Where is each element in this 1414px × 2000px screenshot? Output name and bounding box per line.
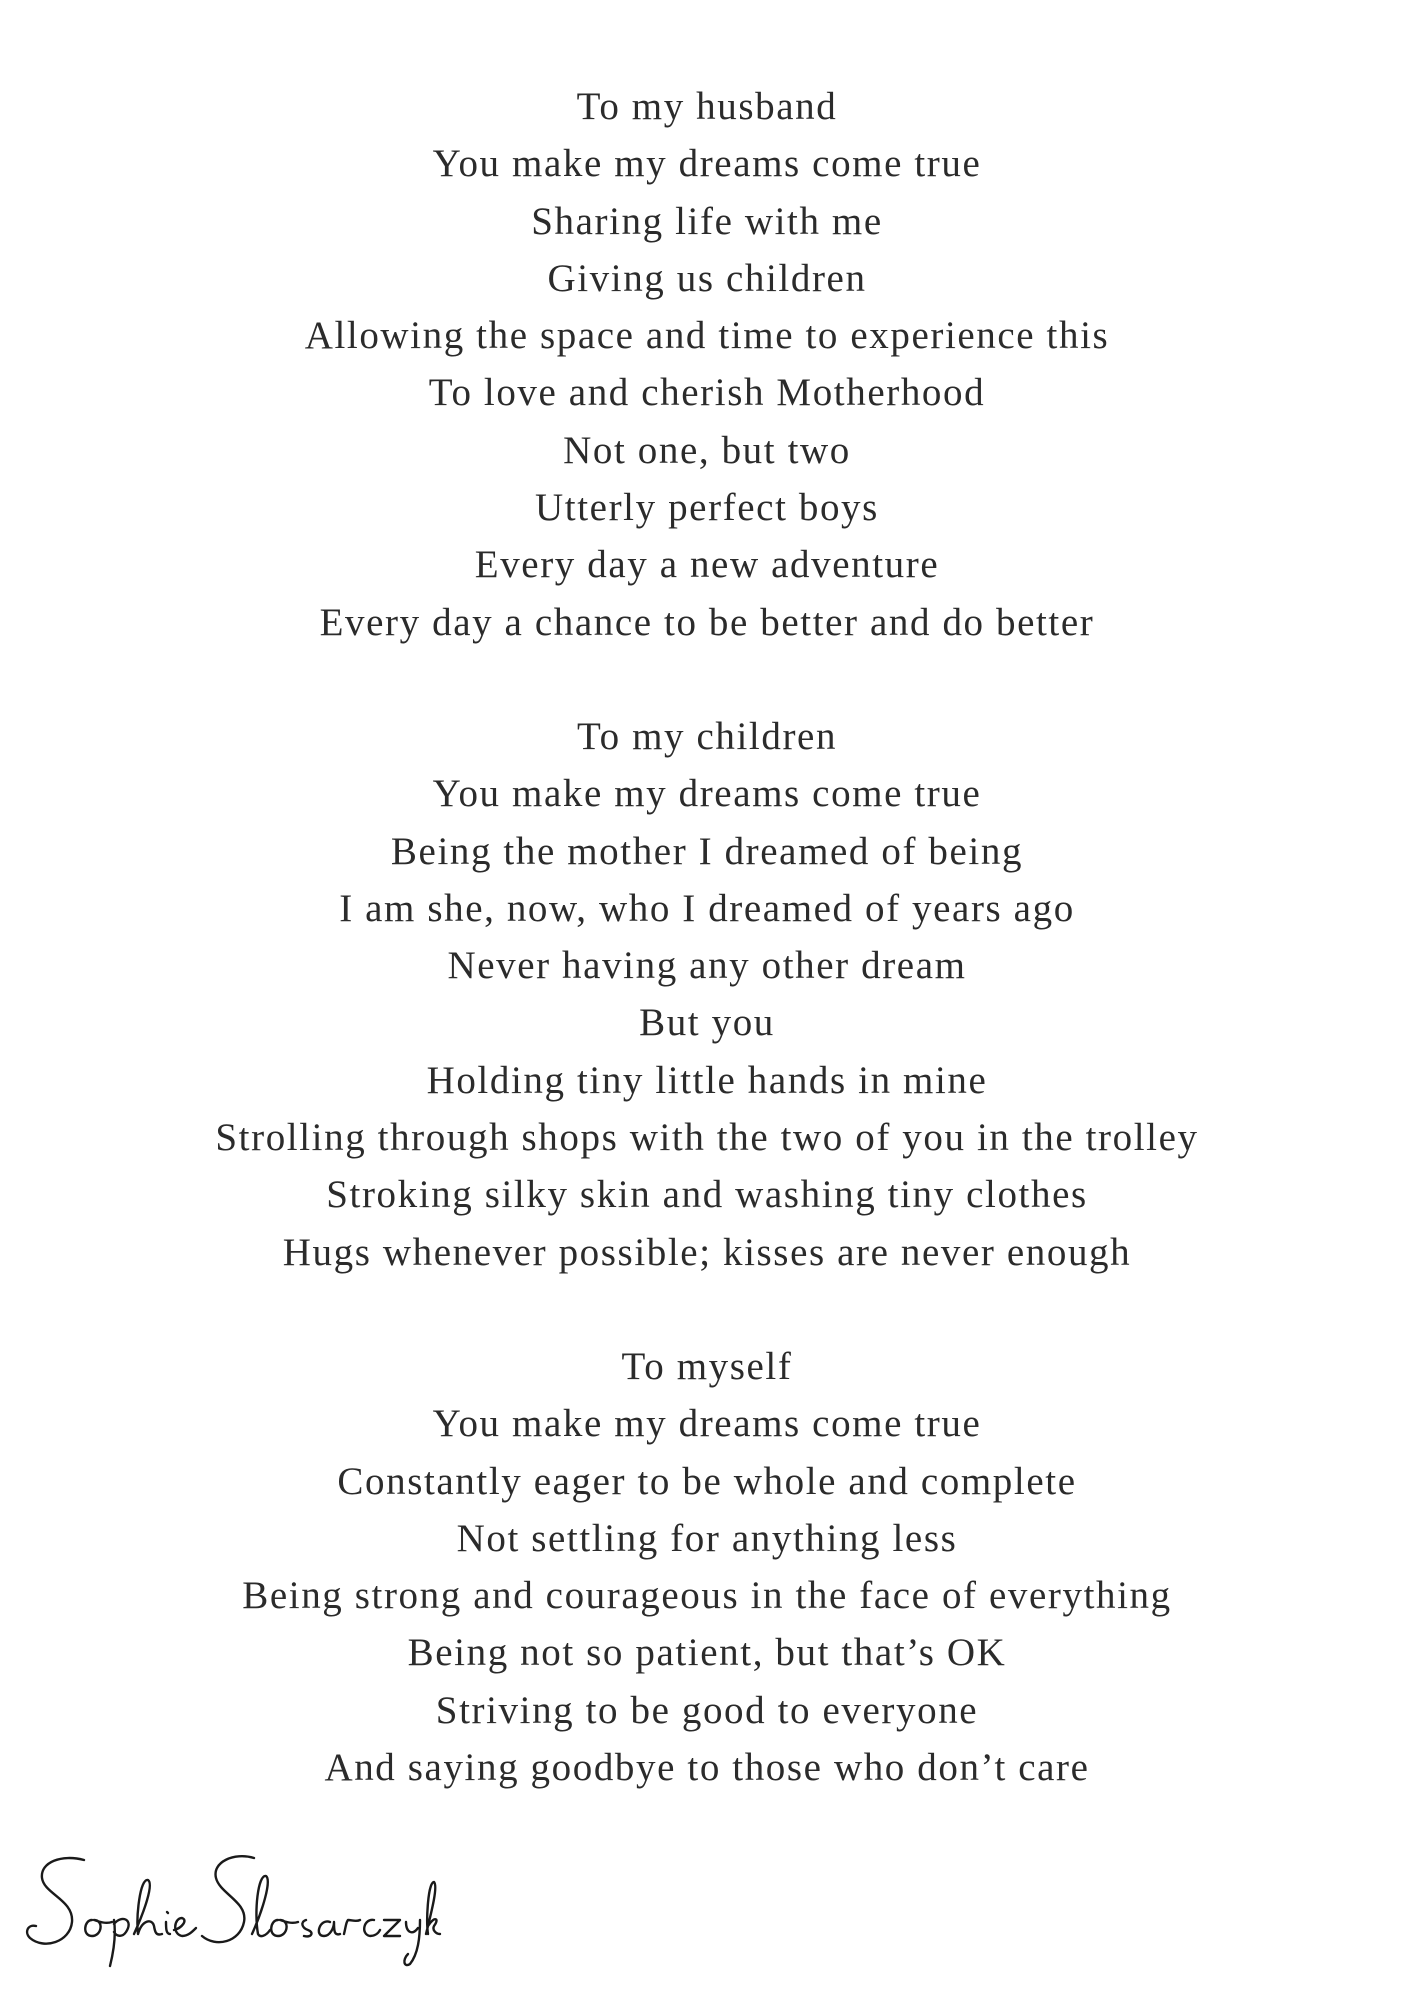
poem-line: You make my dreams come true: [432, 142, 982, 186]
poem-line: Hugs whenever possible; kisses are never enough: [282, 1230, 1132, 1274]
poem-line: To love and cherish Motherhood: [428, 371, 986, 415]
poem-line: To myself: [621, 1344, 793, 1388]
poem: [0, 78, 1414, 1853]
poem-line: Giving us children: [547, 256, 867, 300]
poem-line: You make my dreams come true: [432, 1402, 982, 1446]
poem-line: Striving to be good to everyone: [435, 1688, 979, 1732]
poem-line: But you: [639, 1001, 775, 1045]
poem-line: Never having any other dream: [447, 944, 967, 988]
poem-line: Every day a chance to be better and do better: [319, 600, 1095, 644]
poem-line: Being the mother I dreamed of being: [390, 829, 1024, 873]
stanza-myself: [0, 1338, 1414, 1796]
poem-line: Not settling for anything less: [456, 1516, 958, 1560]
poem-line: You make my dreams come true: [432, 772, 982, 816]
poem-line: Stroking silky skin and washing tiny clothes: [326, 1173, 1088, 1217]
poem-line: Not one, but two: [563, 428, 851, 472]
poem-line: Holding tiny little hands in mine: [426, 1058, 988, 1102]
poem-line: Constantly eager to be whole and complete: [337, 1459, 1077, 1503]
poem-line: Being strong and courageous in the face of everything: [242, 1574, 1172, 1618]
poem-line: Utterly perfect boys: [535, 486, 879, 530]
poem-line: Every day a new adventure: [474, 543, 940, 587]
author-signature: [22, 1850, 442, 1970]
poem-line: Strolling through shops with the two of you in the trolley: [215, 1116, 1199, 1160]
poem-line: And saying goodbye to those who don’t care: [324, 1746, 1090, 1790]
poem-line: Being not so patient, but that’s OK: [407, 1631, 1007, 1675]
poem-line: To my children: [576, 714, 838, 758]
poem-line: To my husband: [576, 85, 838, 128]
signature-scribble: [22, 1850, 442, 1970]
stanza-children: [0, 708, 1414, 1281]
poem-line: Sharing life with me: [531, 199, 883, 243]
stanza-husband: [0, 78, 1414, 651]
poem-line: I am she, now, who I dreamed of years ago: [339, 886, 1075, 930]
poem-line: Allowing the space and time to experience this: [304, 314, 1110, 358]
